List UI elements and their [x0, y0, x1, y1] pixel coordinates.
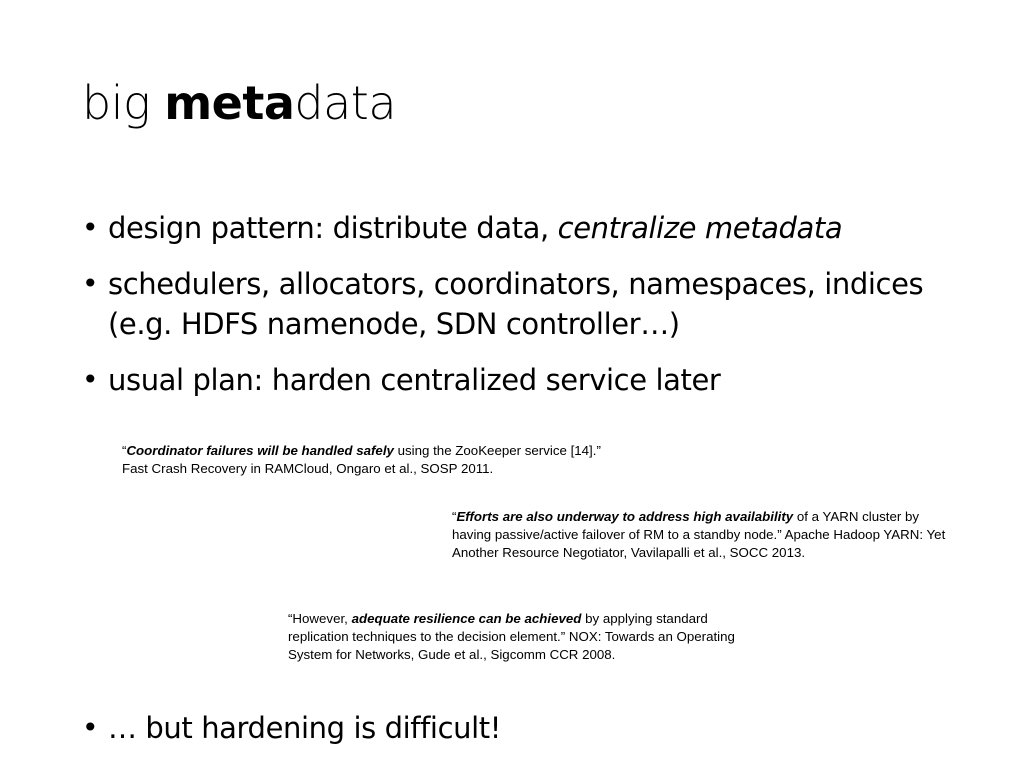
quote-nox	[288, 610, 758, 664]
quote-emphasis: Coordinator failures will be handled safely	[126, 443, 394, 458]
title-part-meta: meta	[164, 76, 295, 130]
quote-emphasis: Efforts are also underway to address high availability	[456, 509, 794, 524]
bullet-list	[82, 208, 982, 416]
quote-rest: of a YARN cluster by having passive/active failover of RM to a standby node.” Apache Hadoop YARN: Yet Another Resource Negotiator, Vavilapalli et al., SOCC 2013.	[452, 509, 946, 560]
final-bullet-item	[82, 708, 501, 748]
bullet-text: schedulers, allocators, coordinators, namespaces, indices (e.g. HDFS namenode, SDN controller…)	[108, 267, 924, 341]
quote-ramcloud	[122, 442, 622, 478]
bullet-dot: •	[82, 363, 99, 396]
title-part-data: data	[294, 76, 397, 130]
quote-rest: using the ZooKeeper service [14].” Fast Crash Recovery in RAMCloud, Ongaro et al., SOSP 2011.	[122, 443, 601, 476]
quote-rest: by applying standard replication techniques to the decision element.” NOX: Towards an Operating System for Networks, Gude et al., Sigcomm CCR 2008.	[288, 611, 735, 662]
quote-open: “	[452, 509, 457, 524]
bullet-text: usual plan: harden centralized service later	[108, 363, 721, 397]
bullet-item	[82, 264, 982, 344]
slide-title	[82, 78, 396, 129]
quote-yarn	[452, 508, 952, 562]
bullet-item	[82, 208, 982, 248]
quote-open: “	[122, 443, 127, 458]
quote-open: “However,	[288, 611, 352, 626]
bullet-dot: •	[82, 211, 99, 244]
final-bullet-text: … but hardening is difficult!	[108, 711, 501, 745]
title-part-big: big	[82, 76, 165, 130]
bullet-dot: •	[82, 267, 99, 300]
bullet-item	[82, 360, 982, 400]
quote-emphasis: adequate resilience can be achieved	[351, 611, 582, 626]
bullet-text: design pattern: distribute data,	[108, 211, 558, 245]
bullet-italic-text: centralize metadata	[557, 211, 843, 245]
bullet-dot: •	[82, 711, 99, 744]
